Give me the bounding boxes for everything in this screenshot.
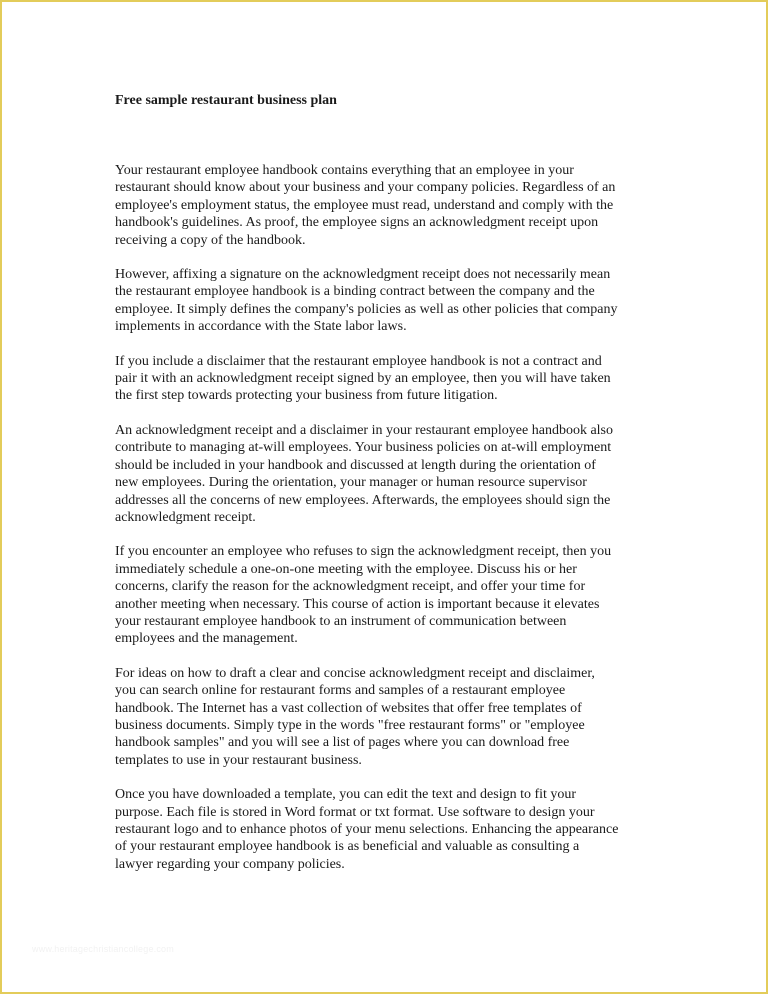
paragraph-ideas-templates: For ideas on how to draft a clear and concise acknowledgment receipt and disclaimer, you can search online for restaurant forms and samples of a restaurant employee handbook. The Internet has a vast collection of websites that offer free templates of business documents. Simply type in the words "free restaurant forms" or "employee handbook samples" and you will see a list of pages where you can download free templates to use in your restaurant business. [115, 665, 595, 768]
paragraph-at-will-employees: An acknowledgment receipt and a disclaimer in your restaurant employee handbook also contribute to managing at-will employees. Your business policies on at-will employment should be included in your handbook and discussed at length during the orientation of new employees. During the orientation, your manager or human resource supervisor addresses all the concerns of new employees. Afterwards, the employees should sign the acknowledgment receipt. [115, 422, 613, 525]
paragraph-signature-not-contract: However, affixing a signature on the acknowledgment receipt does not necessarily mean the restaurant employee handbook is a binding contract between the company and the employee. It simply defines the company's policies as well as other policies that company implements in accordance with the State labor laws. [115, 267, 618, 335]
document-body [115, 162, 663, 873]
paragraph-refusal-to-sign: If you encounter an employee who refuses to sign the acknowledgment receipt, then you immediately schedule a one-on-one meeting with the employee. Discuss his or her concerns, clarify the reason for the acknowledgment receipt, and offer your time for another meeting when necessary. This course of action is important because it elevates your restaurant employee handbook to an instrument of communication between employees and the management. [115, 544, 612, 647]
paragraph-disclaimer: If you include a disclaimer that the restaurant employee handbook is not a contract and pair it with an acknowledgment receipt signed by an employee, then you will have taken the first step towards protecting your business from future litigation. [115, 353, 611, 404]
paragraph-handbook-contents: Your restaurant employee handbook contains everything that an employee in your restaurant should know about your business and your company policies. Regardless of an employee's employment status, the employee must read, understand and comply with the handbook's guidelines. As proof, the employee signs an acknowledgment receipt upon receiving a copy of the handbook. [115, 163, 616, 248]
paragraph-edit-template: Once you have downloaded a template, you can edit the text and design to fit your purpose. Each file is stored in Word format or txt format. Use software to design your restaurant logo and to enhance photos of your menu selections. Enhancing the appearance of your restaurant employee handbook is as beneficial and valuable as consulting a lawyer regarding your company policies. [115, 787, 619, 872]
watermark-text: www.heritagechristiancollege.com [32, 944, 174, 954]
document-title: Free sample restaurant business plan [115, 93, 337, 108]
document-content [115, 91, 663, 890]
